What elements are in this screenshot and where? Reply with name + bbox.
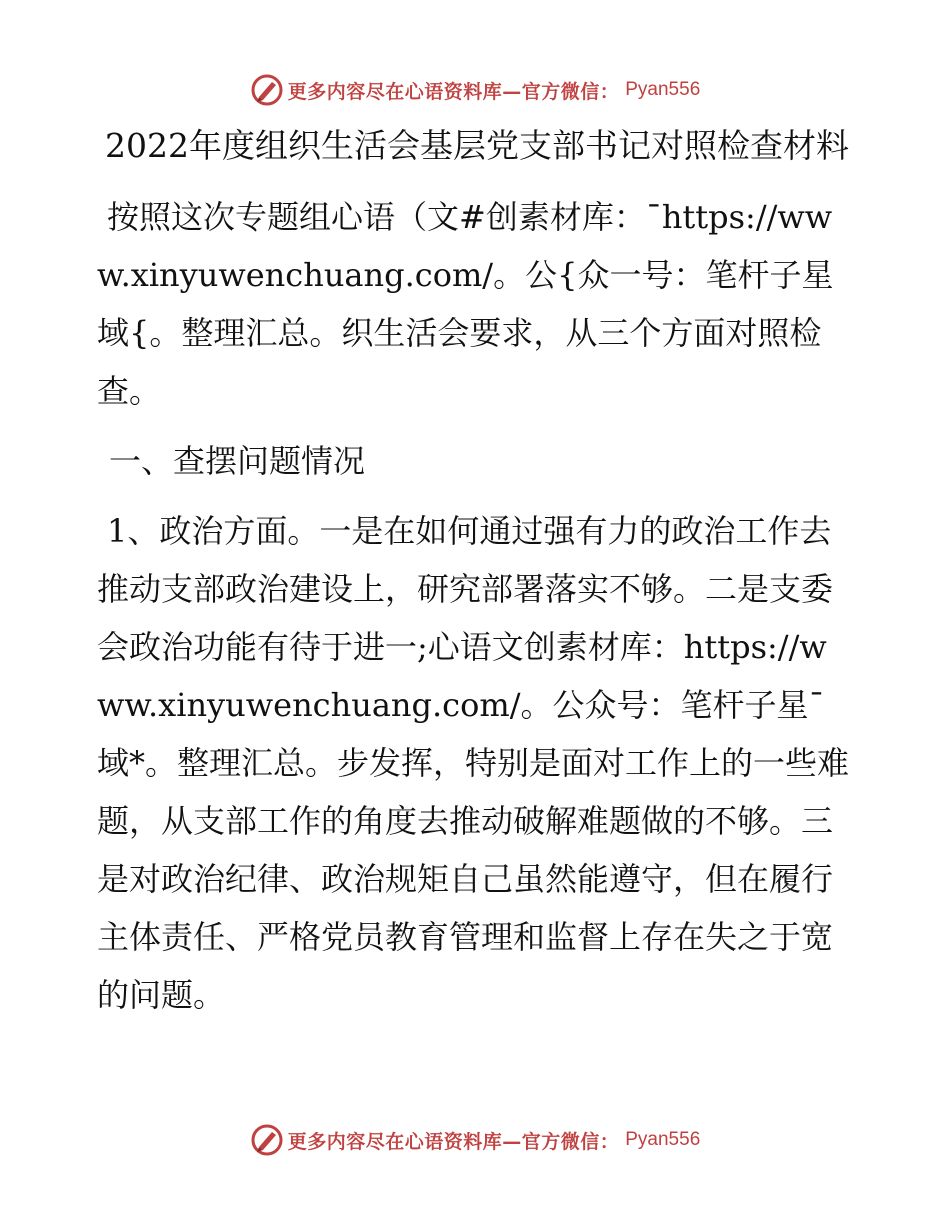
watermark-wechat-id: Pyan556 <box>625 79 701 100</box>
intro-paragraph: 按照这次专题组心语（文#创素材库：¯https://www.xinyuwenchuang.com/。公{众一号：笔杆子星域{。整理汇总。织生活会要求，从三个方面对照检查。 <box>97 198 834 410</box>
pen-logo-icon <box>250 73 284 107</box>
footer-watermark <box>0 1120 950 1160</box>
document-title: 2022年度组织生活会基层党支部书记对照检查材料 <box>105 126 849 165</box>
political-aspect-paragraph: 1、政治方面。一是在如何通过强有力的政治工作去推动支部政治建设上，研究部署落实不够。二是支委会政治功能有待于进一;心语文创素材库：https://www.xinyuwenchuang.com/。公众号：笔杆子星¯域*。整理汇总。步发挥，特别是面对工作上的一些难题，从支部工作的角度去推动破解难题做的不够。三是对政治纪律、政治规矩自己虽然能遵守，但在履行主体责任、严格党员教育管理和监督上存在失之于宽的问题。 <box>97 512 850 1014</box>
watermark-text: 更多内容尽在心语资料库—官方微信： <box>287 1130 620 1153</box>
header-watermark <box>0 70 950 110</box>
watermark-wechat-id: Pyan556 <box>625 1129 701 1150</box>
pen-logo-icon <box>250 1123 284 1157</box>
document-body <box>97 122 849 1036</box>
watermark-text: 更多内容尽在心语资料库—官方微信： <box>287 80 620 103</box>
section-heading: 一、查摆问题情况 <box>109 442 366 480</box>
